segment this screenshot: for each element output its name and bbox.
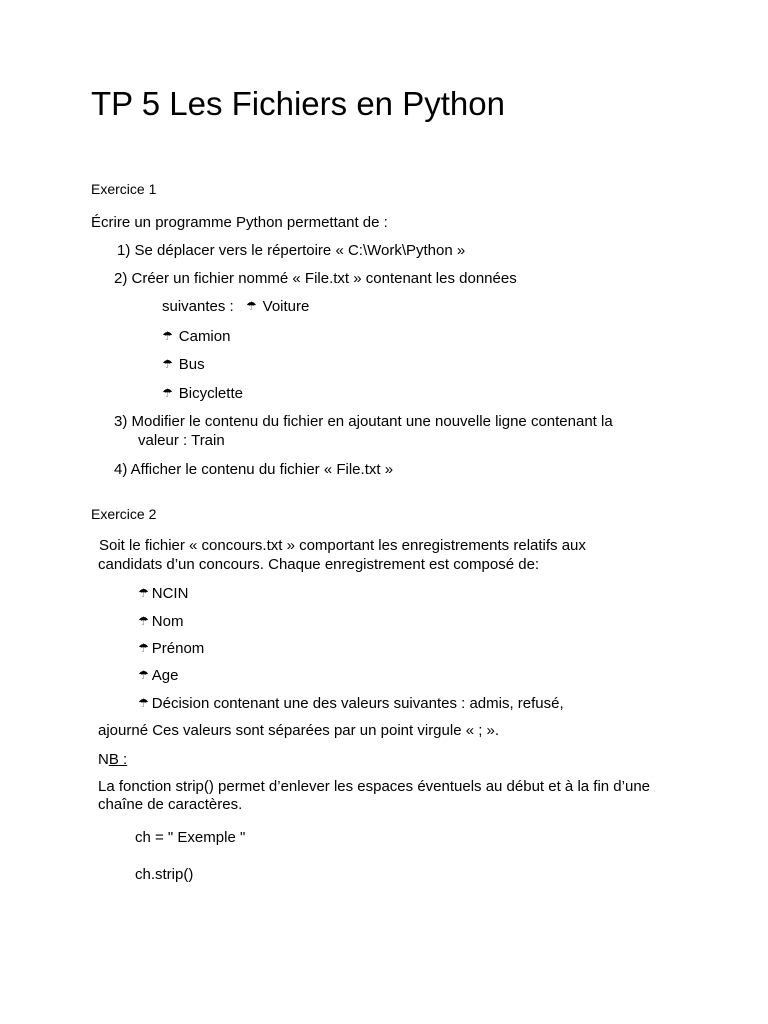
list-item	[138, 695, 564, 712]
nb-text-line-1: La fonction strip() permet d’enlever les espaces éventuels au début et à la fin d’une	[98, 778, 650, 795]
nb-text-line-2: chaîne de caractères.	[98, 796, 243, 813]
exercise-1-intro: Écrire un programme Python permettant de :	[91, 214, 388, 231]
item-bus: Bus	[178, 356, 205, 373]
field-age: Age	[151, 667, 179, 684]
umbrella-bullet-icon: ☂	[245, 299, 257, 313]
exercise-1-step-2: 2) Créer un fichier nommé « File.txt » contenant les données	[114, 270, 517, 287]
item-voiture: Voiture	[262, 298, 310, 315]
item-bicyclette: Bicyclette	[178, 385, 243, 402]
umbrella-bullet-icon: ☂	[162, 386, 173, 400]
exercise-2-after-fields: ajourné Ces valeurs sont séparées par un point virgule « ; ».	[98, 722, 500, 739]
list-item	[138, 640, 204, 657]
list-item	[138, 613, 183, 630]
list-item	[162, 356, 205, 373]
field-decision: Décision contenant une des valeurs suivantes : admis, refusé,	[151, 695, 564, 712]
umbrella-bullet-icon: ☂	[138, 586, 149, 600]
page-title: TP 5 Les Fichiers en Python	[91, 85, 505, 122]
exercise-1-step-1: 1) Se déplacer vers le répertoire « C:\Work\Python »	[117, 242, 466, 259]
exercise-1-step-3-line-1: 3) Modifier le contenu du fichier en ajoutant une nouvelle ligne contenant la	[114, 413, 613, 430]
field-nom: Nom	[151, 613, 184, 630]
umbrella-bullet-icon: ☂	[138, 668, 149, 682]
step-2-cont-label: suivantes :	[162, 298, 234, 315]
item-camion: Camion	[178, 328, 231, 345]
list-item	[162, 385, 243, 402]
list-item	[162, 328, 230, 345]
field-ncin: NCIN	[151, 585, 189, 602]
field-prenom: Prénom	[151, 640, 205, 657]
nb-label-n: N	[98, 751, 109, 768]
exercise-2-intro-line-1: Soit le fichier « concours.txt » comportant les enregistrements relatifs aux	[99, 537, 586, 554]
umbrella-bullet-icon: ☂	[138, 696, 149, 710]
list-item	[138, 585, 188, 602]
code-line-2: ch.strip()	[135, 866, 194, 883]
exercise-1-step-2-cont	[162, 298, 309, 315]
umbrella-bullet-icon: ☂	[162, 357, 173, 371]
exercise-2-heading: Exercice 2	[91, 506, 157, 522]
umbrella-bullet-icon: ☂	[138, 614, 149, 628]
nb-label-rest: B :	[108, 751, 128, 768]
umbrella-bullet-icon: ☂	[162, 329, 173, 343]
code-line-1: ch = " Exemple "	[135, 829, 246, 846]
exercise-2-intro-line-2: candidats d’un concours. Chaque enregistrement est composé de:	[98, 556, 540, 573]
umbrella-bullet-icon: ☂	[138, 641, 149, 655]
exercise-1-step-3-line-2: valeur : Train	[138, 432, 225, 449]
list-item	[138, 667, 178, 684]
nb-label	[98, 751, 127, 768]
exercise-1-step-4: 4) Afficher le contenu du fichier « File.txt »	[114, 461, 394, 478]
exercise-1-heading: Exercice 1	[91, 181, 157, 197]
